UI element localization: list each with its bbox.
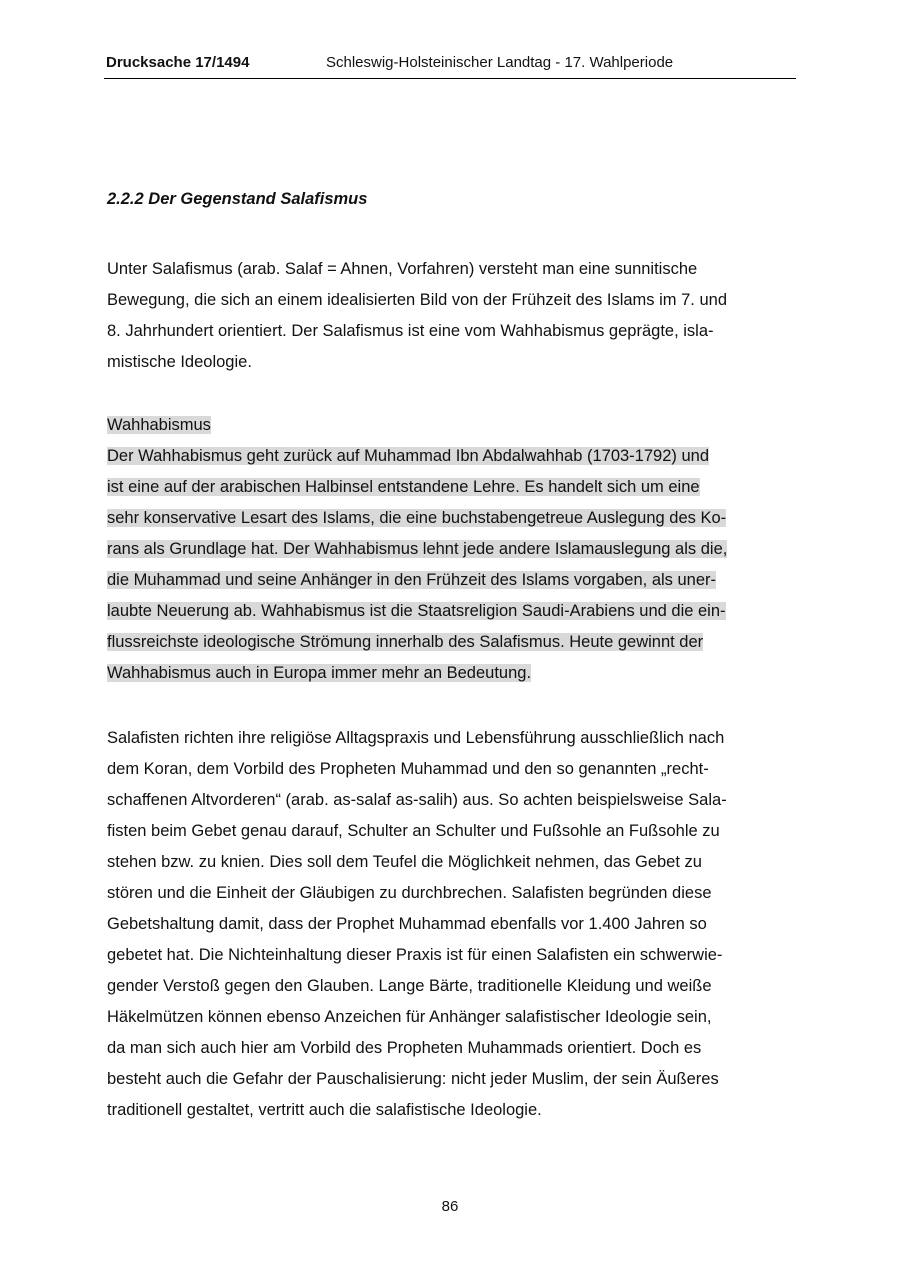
text-line: stören und die Einheit der Gläubigen zu durchbrechen. Salafisten begründen diese	[107, 884, 712, 902]
highlighted-line: laubte Neuerung ab. Wahhabismus ist die Staatsreligion Saudi-Arabiens und die ein-	[107, 602, 726, 620]
parliament-title: Schleswig-Holsteinischer Landtag - 17. Wahlperiode	[326, 54, 674, 71]
highlighted-line: rans als Grundlage hat. Der Wahhabismus lehnt jede andere Islamauslegung als die,	[107, 540, 728, 558]
text-line: gender Verstoß gegen den Glauben. Lange Bärte, traditionelle Kleidung und weiße	[107, 977, 712, 995]
text-line: schaffenen Altvorderen“ (arab. as-salaf as-salih) aus. So achten beispielsweise Sala-	[107, 791, 727, 809]
text-line: gebetet hat. Die Nichteinhaltung dieser Praxis ist für einen Salafisten ein schwerwie-	[107, 946, 723, 964]
salafists-paragraph	[107, 723, 797, 1126]
highlighted-line: flussreichste ideologische Strömung innerhalb des Salafismus. Heute gewinnt der	[107, 633, 704, 651]
text-line: fisten beim Gebet genau darauf, Schulter an Schulter und Fußsohle an Fußsohle zu	[107, 822, 720, 840]
wahhabism-box	[107, 410, 797, 689]
text-line: 8. Jahrhundert orientiert. Der Salafismus ist eine vom Wahhabismus geprägte, isla-	[107, 322, 714, 340]
text-line: dem Koran, dem Vorbild des Propheten Muhammad und den so genannten „recht-	[107, 760, 709, 778]
wahhabism-heading: Wahhabismus	[107, 416, 211, 434]
highlighted-line: die Muhammad und seine Anhänger in den Frühzeit des Islams vorgaben, als uner-	[107, 571, 717, 589]
text-line: Gebetshaltung damit, dass der Prophet Muhammad ebenfalls vor 1.400 Jahren so	[107, 915, 707, 933]
section-title: 2.2.2 Der Gegenstand Salafismus	[107, 190, 368, 208]
document-number: Drucksache 17/1494	[106, 54, 250, 71]
text-line: besteht auch die Gefahr der Pauschalisierung: nicht jeder Muslim, der sein Äußeres	[107, 1070, 719, 1088]
page-header	[104, 52, 796, 79]
text-line: Unter Salafismus (arab. Salaf = Ahnen, Vorfahren) versteht man eine sunnitische	[107, 260, 698, 278]
highlighted-line: sehr konservative Lesart des Islams, die eine buchstabengetreue Auslegung des Ko-	[107, 509, 727, 527]
intro-paragraph	[107, 254, 797, 378]
text-line: Bewegung, die sich an einem idealisierten Bild von der Frühzeit des Islams im 7. und	[107, 291, 727, 309]
highlighted-line: Der Wahhabismus geht zurück auf Muhammad Ibn Abdalwahhab (1703-1792) und	[107, 447, 709, 465]
highlighted-line: ist eine auf der arabischen Halbinsel entstandene Lehre. Es handelt sich um eine	[107, 478, 700, 496]
text-line: stehen bzw. zu knien. Dies soll dem Teufel die Möglichkeit nehmen, das Gebet zu	[107, 853, 702, 871]
text-line: mistische Ideologie.	[107, 353, 252, 371]
text-line: Häkelmützen können ebenso Anzeichen für Anhänger salafistischer Ideologie sein,	[107, 1008, 712, 1026]
highlighted-line: Wahhabismus auch in Europa immer mehr an Bedeutung.	[107, 664, 532, 682]
text-line: traditionell gestaltet, vertritt auch die salafistische Ideologie.	[107, 1101, 542, 1119]
page-number: 86	[441, 1198, 459, 1215]
text-line: Salafisten richten ihre religiöse Alltagspraxis und Lebensführung ausschließlich nach	[107, 729, 725, 747]
text-line: da man sich auch hier am Vorbild des Propheten Muhammads orientiert. Doch es	[107, 1039, 702, 1057]
